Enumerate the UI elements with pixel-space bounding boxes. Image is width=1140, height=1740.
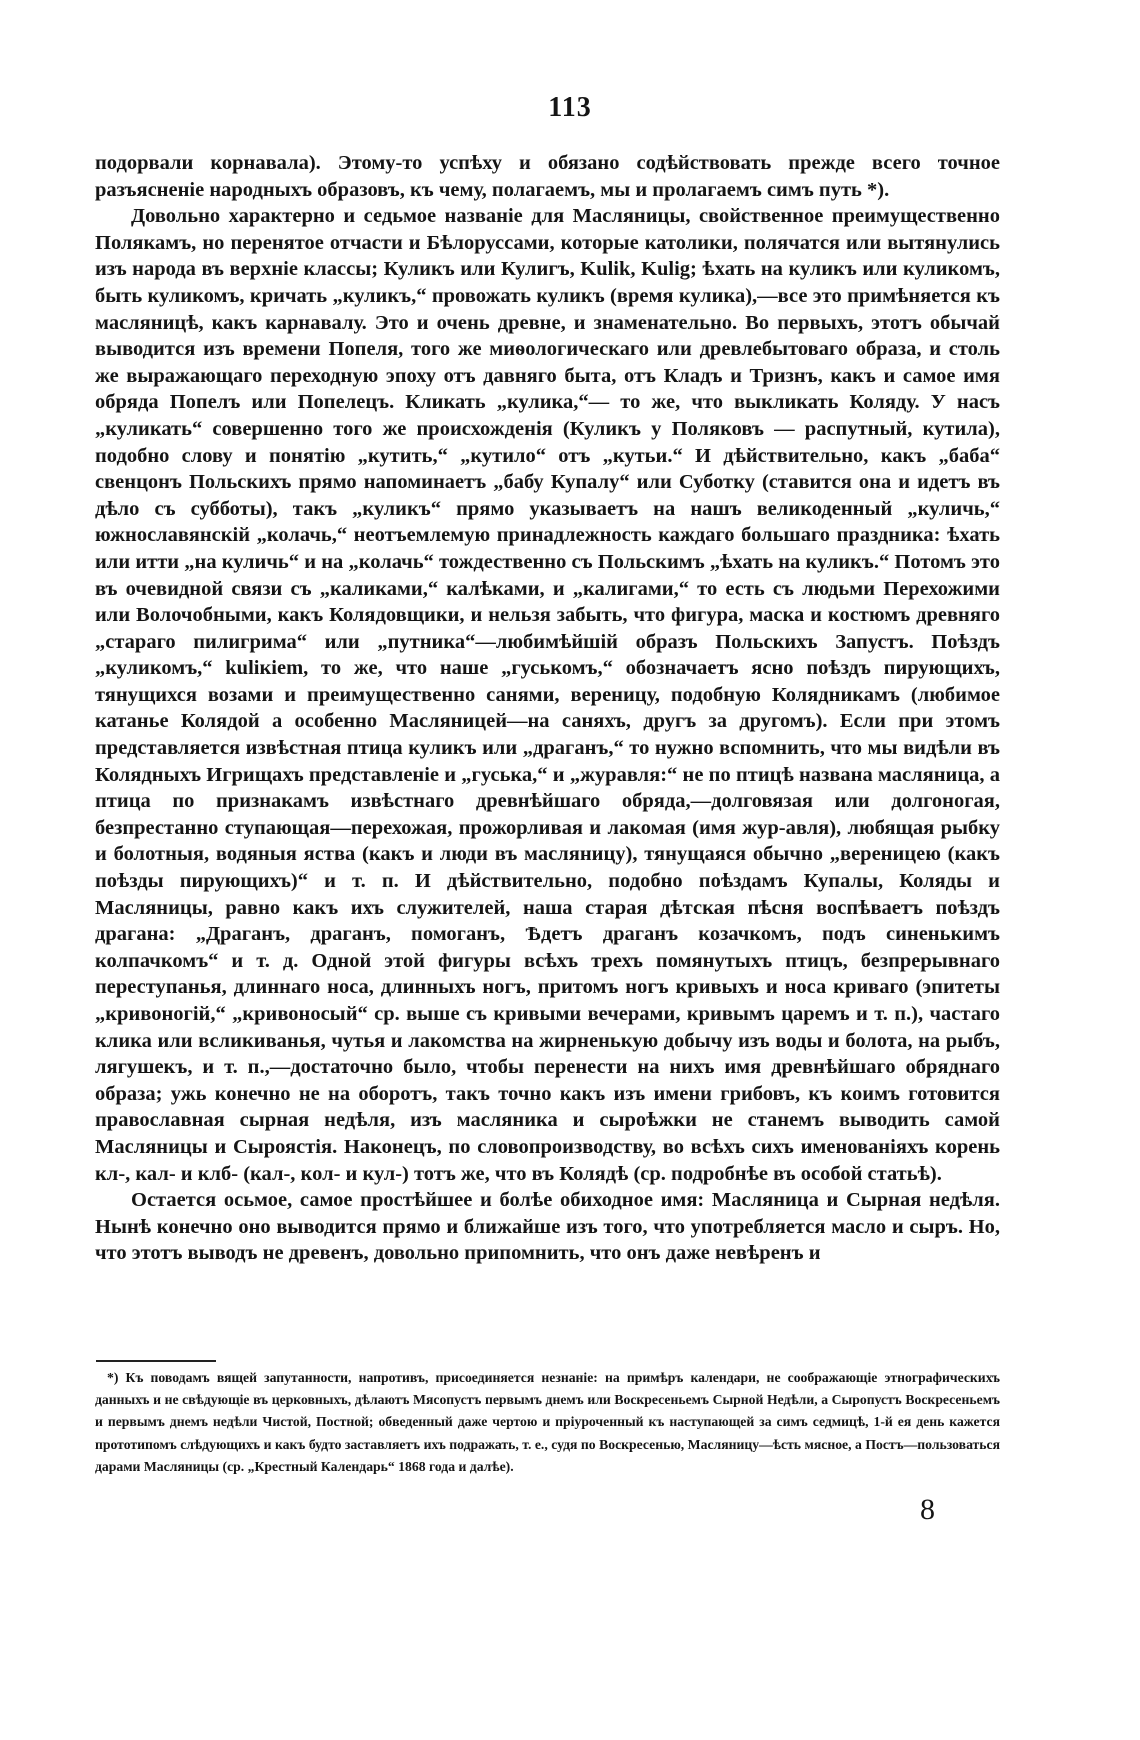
paragraph-1: подорвали корнавала). Этому-то успѣху и обязано содѣйствовать прежде всего точное разъясненіе народныхъ образовъ, къ чему, полагаемъ, мы и пролагаемъ симъ путь *). (95, 152, 1000, 201)
paragraph-3: Остается осьмое, самое простѣйшее и болѣе обиходное имя: Масляница и Сырная недѣля. Нынѣ конечно оно выводится прямо и ближайше изъ того, что употребляется масло и сыръ. Но, что этотъ выводъ не древенъ, довольно припомнить, что онъ даже невѣренъ и (95, 1189, 1000, 1265)
paragraph-2: Довольно характерно и седьмое названіе для Масляницы, свойственное преимущественно Полякамъ, но перенятое отчасти и Бѣлоруссами, которые католики, полячатся или вытянулись изъ народа въ верхніе классы; Куликъ или Кулигъ, Kulik, Kulig; ѣхать на куликъ или куликомъ, быть куликомъ, кричать „куликъ,“ провожать куликъ (время кулика),—все это примѣняется къ масляницѣ, какъ карнавалу. Это и очень древне, и знаменательно. Во первыхъ, этотъ обычай выводится изъ времени Попеля, того же миѳологическаго или древлебытоваго образа, и столь же выражающаго переходную эпоху отъ давняго быта, отъ Кладъ и Тризнъ, какъ и самое имя обряда Попелъ или Попелецъ. Кликать „кулика,“— то же, что выкликать Коляду. У насъ „куликать“ совершенно того же происхожденія (Куликъ у Поляковъ — распутный, кутила), подобно слову и понятію „кутить,“ „кутило“ отъ „кутьи.“ И дѣйствительно, какъ „баба“ свенцонъ Польскихъ прямо напоминаетъ „бабу Купалу“ или Суботку (ставится она и идетъ въ дѣло съ субботы), такъ „куликъ“ прямо указываетъ на нашъ великоденный „куличь,“ южнославянскій „колачь,“ неотъемлемую принадлежность каждаго большаго праздника: ѣхать или итти „на куличь“ и на „колачь“ тождественно съ Польскимъ „ѣхать на куликъ.“ Потомъ это въ очевидной связи съ „каликами,“ калѣками, и „калигами,“ то есть съ людьми Перехожими или Волочобными, какъ Колядовщики, и нельзя забыть, что фигура, маска и костюмъ древняго „стараго пилигрима“ или „путника“—любимѣйшій образъ Польскихъ Запустъ. Поѣздъ „куликомъ,“ kuliкiem, то же, что наше „гуськомъ,“ обозначаетъ ясно поѣздъ пирующихъ, тянущихся возами и преимущественно санями, вереницу, подобную Колядникамъ (любимое катанье Колядой а особенно Масляницей—на саняхъ, другъ за другомъ). Если при этомъ представляется извѣстная птица куликъ или „драганъ,“ то нужно вспомнить, что мы видѣли въ Колядныхъ Игрищахъ представленіе и „гуська,“ и „журавля:“ не по птицѣ названа масляница, а птица по признакамъ извѣстнаго древнѣйшаго обряда,—долговязая или долгоногая, безпрестанно ступающая—перехожая, прожорливая и лакомая (имя жур-авля), любящая рыбку и болотныя, водяныя яства (какъ и люди въ масляницу), тянущаяся обычно „вереницею (какъ поѣзды пирующихъ)“ и т. п. И дѣйствительно, подобно поѣздамъ Купалы, Коляды и Масляницы, равно какъ ихъ служителей, наша старая дѣтская пѣсня воспѣваетъ поѣздъ драгана: „Драганъ, драганъ, помоганъ, Ѣдетъ драганъ козачкомъ, подъ синенькимъ колпачкомъ“ и т. д. Одной этой фигуры всѣхъ трехъ помянутыхъ птицъ, безпрерывнаго переступанья, длиннаго носа, длинныхъ ногъ, притомъ ногъ кривыхъ и носа криваго (эпитеты „кривоногій,“ „кривоносый“ ср. выше съ кривыми вечерами, кривымъ царемъ и т. п.), частаго клика или всликиванья, чутья и лакомства на жирненькую добычу изъ воды и болота, на рыбъ, лягушекъ, и т. п.,—достаточно было, чтобы перенести на нихъ имя древнѣйшаго обряднаго образа; ужь конечно не на оборотъ, такъ точно какъ изъ имени грибовъ, къ коимъ готовится православная сырная недѣля, изъ масляника и сыроѣжки не станемъ выводить самой Масляницы и Сыроястія. Наконецъ, по словопроизводству, во всѣхъ сихъ именованіяхъ корень кл-, кал- и клб- (кал-, кол- и кул-) тотъ же, что въ Колядѣ (ср. подробнѣе въ особой статьѣ). (95, 205, 1000, 1185)
body-text (95, 150, 1000, 1267)
footnote: *) Къ поводамъ вящей запутанности, напротивъ, присоединяется незнаніе: на примѣръ календари, не соображающіе этнографическихъ данныхъ и не свѣдующіе въ церковныхъ, дѣлаютъ Мясопустъ первымъ днемъ или Воскресеньемъ Сырной Недѣли, а Сыропустъ Воскресеньемъ и первымъ днемъ недѣли Чистой, Постной; обведенный даже чертою и пріуроченный къ наступающей за симъ седмицѣ, 1-й ея день кажется прототипомъ слѣдующихъ и какъ будто заставляетъ ихъ подражать, т. е., судя по Воскресенью, Масляницу—ѣсть мясное, а Постъ—пользоваться дарами Масляницы (ср. „Крестный Календарь“ 1868 года и далѣе). (95, 1370, 1000, 1474)
footnote-rule (96, 1360, 216, 1362)
page-number: 113 (548, 92, 592, 123)
signature-mark: 8 (920, 1493, 935, 1526)
